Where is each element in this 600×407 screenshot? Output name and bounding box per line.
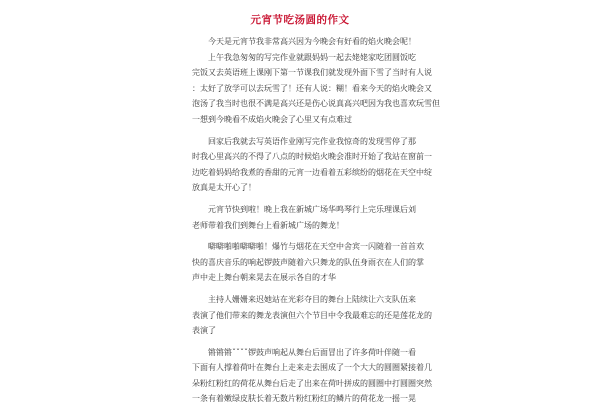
text-line: 表演了他们带来的舞龙表演但六个节目中令我最难忘的还是莲花龙的 [192,310,432,320]
document-body [192,34,440,407]
text-line: 表演了 [192,326,216,336]
text-line: 今天是元宵节我非常高兴因为今晚会有好看的焰火晚会呢！ [192,37,416,46]
text-line: 一条有着嫩绿皮肤长着无数片粉红粉红的鳞片的荷花龙一摇一晃 [192,394,416,404]
text-line: 朵粉红粉红的荷花从舞台后走了出来在荷叶拼成的圆圈中打圆圈突然 [192,378,432,388]
text-line: 完饭又去英语班上课刚下第一节课我们就发现外面下雪了当时有人说 [192,68,432,78]
text-line: 下面有人撑着荷叶在舞台上走来走去围成了一个大大的圆圈紧接着几 [192,363,432,373]
text-line: 老师带着我们到舞台上看新城广场的舞龙！ [192,220,344,230]
text-line: 上午我急匆匆的写完作业就跟妈妈一起去姥姥家吃团圆饭吃 [192,52,416,62]
text-line: 边吃着妈妈给我煮的香甜的元宵一边看着五彩缤纷的烟花在天空中绽 [192,167,432,177]
text-line: 一想到今晚看不成焰火晚会了心里又有点难过 [192,114,352,124]
text-line: 噼噼啪啪噼噼啪！爆竹与烟花在天空中舍宾一闪随着一首首欢 [192,242,424,252]
text-line: 元宵节快到啦！晚上我在新城广场华鸣琴行上完乐理课后刘 [192,204,416,214]
text-line: 主持人姗姗来迟她站在光彩夺目的舞台上陆续让六支队伍来 [192,294,416,304]
text-line: 时我心里高兴的不得了八点的时候焰火晚会准时开始了我站在窗前一 [192,152,432,162]
document-title: 元宵节吃汤圆的作文 [250,14,350,26]
text-line: 泡汤了我当时也很不满是高兴还是伤心说真高兴吧因为我也喜欢玩雪但 [192,99,440,109]
text-line: 声中走上舞台朝来晃去在展示各自的才华 [192,273,336,283]
text-line: ：太好了放学可以去玩雪了！还有人说：糊！看来今天的焰火晚会又 [192,83,432,93]
text-line: 锵锵锵ˇˇˇˇ锣鼓声响起从舞台后面冒出了许多荷叶伴随一看 [192,347,416,357]
text-line: 放真是太开心了！ [192,183,256,193]
text-line: 回家后我就去写英语作业刚写完作业我惊奇的发现雪停了那 [192,136,416,146]
text-line: 快的喜庆音乐的响起锣鼓声随着六只舞龙的队伍身雨衣在人们的掌 [192,257,424,267]
